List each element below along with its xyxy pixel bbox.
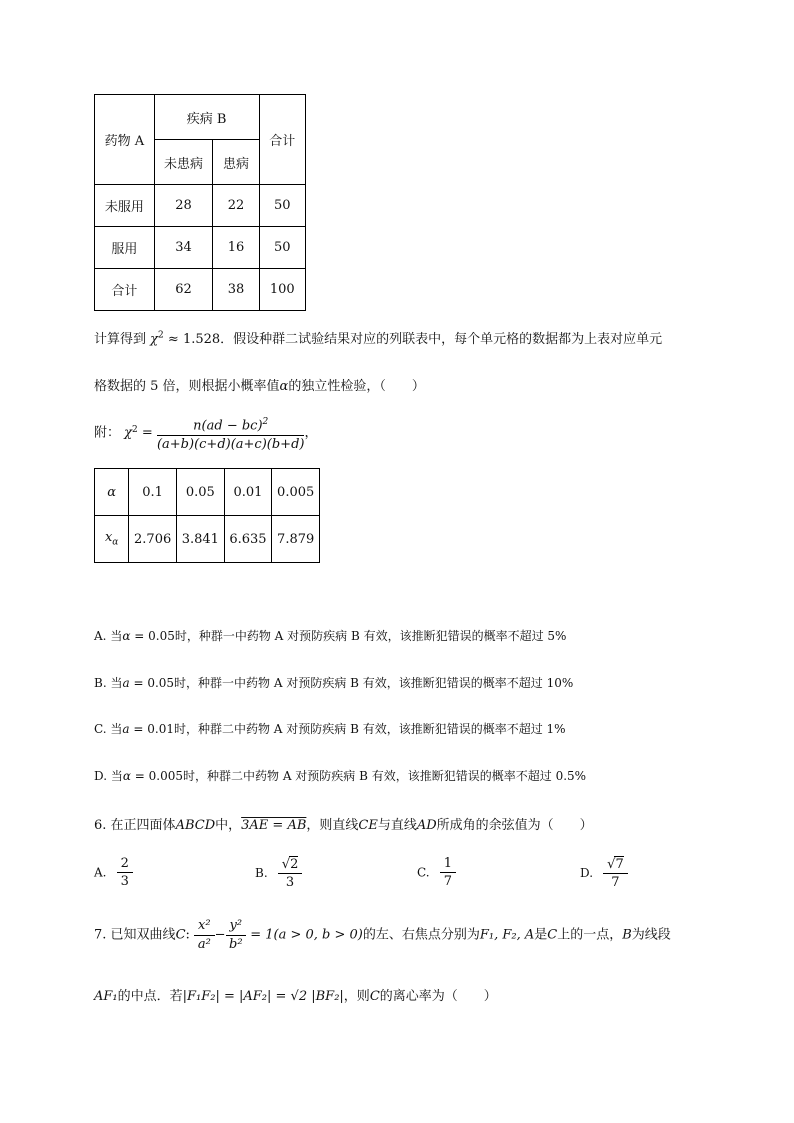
numerator: y² xyxy=(226,918,247,936)
alpha-symbol: α xyxy=(279,379,289,394)
table-row-label: 未服用 xyxy=(95,185,155,227)
text: 中， xyxy=(215,818,242,833)
equals-sign: = xyxy=(141,425,153,441)
text: ，则 xyxy=(343,989,370,1004)
table-cell: 22 xyxy=(213,185,259,227)
table-cell: 50 xyxy=(259,227,305,269)
table-cell: 34 xyxy=(154,227,213,269)
numerator-text: n(ad − bc) xyxy=(193,418,263,434)
text: 计算得到 xyxy=(94,332,147,347)
value: = 0.05 xyxy=(129,676,175,690)
math: ABCD xyxy=(175,818,216,833)
critical-value-table xyxy=(94,468,320,563)
question-number: 6. xyxy=(94,818,107,833)
q6-option-b[interactable] xyxy=(255,856,302,890)
var: a xyxy=(122,676,130,690)
option-text: 时，种群二中药物 A 对预防疾病 B 有效，该推断犯错误的概率不超过 1% xyxy=(173,722,566,736)
text: 格数据的 5 倍，则根据小概率值 xyxy=(94,379,280,394)
text: ，则直线 xyxy=(306,818,359,833)
table-cell: 7.879 xyxy=(272,516,320,563)
text: 所成角的余弦值为（ ） xyxy=(436,818,593,833)
text: 上的一点， xyxy=(557,927,623,943)
option-text: 时，种群二中药物 A 对预防疾病 B 有效，该推断犯错误的概率不超过 0.5% xyxy=(183,769,587,783)
minus-sign: − xyxy=(214,927,226,943)
math: = 1(a > 0, b > 0) xyxy=(250,927,363,943)
q6-option-a[interactable] xyxy=(94,856,133,889)
math: |F₁F₂| = |AF₂| = √2 |BF₂| xyxy=(182,989,344,1004)
sqrt-symbol: √ xyxy=(281,857,291,872)
radicand: 7 xyxy=(615,857,624,872)
q6-option-c[interactable] xyxy=(417,856,456,889)
table-cell: 0.01 xyxy=(224,469,272,516)
radicand: 2 xyxy=(290,857,299,872)
table-cell: 16 xyxy=(213,227,259,269)
table-cell: 0.1 xyxy=(129,469,177,516)
table-cell: 100 xyxy=(259,269,305,311)
table-cell: 62 xyxy=(154,269,213,311)
fraction-x xyxy=(194,918,215,953)
text: 已知双曲线 xyxy=(110,927,176,943)
superscript: 2 xyxy=(132,424,138,435)
option-text: 时，种群一中药物 A 对预防疾病 B 有效，该推断犯错误的概率不超过 5% xyxy=(174,629,567,643)
fraction xyxy=(603,856,628,890)
option-letter: D. xyxy=(94,769,108,783)
table-cell: 0.005 xyxy=(272,469,320,516)
math: C xyxy=(547,927,558,943)
text: 当 xyxy=(110,722,123,736)
math: AF₁ xyxy=(94,989,118,1004)
option-letter: C. xyxy=(94,722,107,736)
denominator: 3 xyxy=(120,874,129,889)
table-header-total: 合计 xyxy=(259,95,305,185)
formula-fraction xyxy=(157,414,305,453)
var: α xyxy=(122,769,131,783)
table-cell: 38 xyxy=(213,269,259,311)
denominator: b² xyxy=(229,937,243,952)
math: AD xyxy=(416,818,437,833)
math: C xyxy=(369,989,380,1004)
x-symbol: x xyxy=(104,530,113,546)
subscript: α xyxy=(112,537,119,548)
fraction xyxy=(117,856,133,889)
option-letter: D. xyxy=(580,866,594,880)
text: 与直线 xyxy=(377,818,417,833)
text: ．假设种群二试验结果对应的列联表中，每个单元格的数据都为上表对应单元 xyxy=(220,332,663,347)
option-c[interactable] xyxy=(94,720,566,737)
punctuation: : xyxy=(185,927,190,943)
text: 的离心率为（ ） xyxy=(379,989,497,1004)
table-header-disease: 疾病 B xyxy=(154,95,259,140)
value: = 0.005 xyxy=(130,769,184,783)
numerator: 1 xyxy=(440,856,456,873)
text: 为线段 xyxy=(631,927,671,943)
table-subheader: 患病 xyxy=(213,140,259,185)
fraction-y xyxy=(226,918,247,953)
option-a[interactable] xyxy=(94,627,566,644)
text: 是 xyxy=(534,927,548,943)
text: 在正四面体 xyxy=(110,818,176,833)
text: 当 xyxy=(110,769,123,783)
formula-numerator xyxy=(157,414,305,436)
math: F₁, F₂, A xyxy=(479,927,535,943)
denominator: a² xyxy=(197,937,211,952)
math: C xyxy=(175,927,186,943)
denominator: 7 xyxy=(443,874,452,889)
denominator: 3 xyxy=(285,875,295,890)
numerator: x² xyxy=(194,918,215,936)
chi-symbol: χ xyxy=(124,425,133,441)
table-row-label xyxy=(95,516,129,563)
value: = 0.01 xyxy=(129,722,174,736)
formula-denominator: (a+b)(c+d)(a+c)(b+d) xyxy=(156,437,305,453)
text: 的中点．若 xyxy=(117,989,183,1004)
denominator: 7 xyxy=(611,875,620,890)
paragraph-line-1 xyxy=(94,328,662,347)
table-subheader: 未患病 xyxy=(154,140,213,185)
table-row-label: 合计 xyxy=(95,269,155,311)
chi-value: ≈ 1.528 xyxy=(167,332,221,347)
punctuation: ， xyxy=(304,425,318,441)
superscript: 2 xyxy=(262,417,269,427)
table-cell: 50 xyxy=(259,185,305,227)
fraction xyxy=(440,856,456,889)
text: 当 xyxy=(110,676,123,690)
table-row-label: 服用 xyxy=(95,227,155,269)
numerator xyxy=(603,856,628,874)
numerator xyxy=(278,856,303,874)
q6-option-d[interactable] xyxy=(580,856,628,890)
table-cell: 2.706 xyxy=(129,516,177,563)
option-letter: C. xyxy=(417,865,430,880)
math: B xyxy=(622,927,632,943)
text: 的独立性检验，（ ） xyxy=(288,379,425,394)
superscript: 2 xyxy=(158,330,164,341)
option-letter: B. xyxy=(255,866,268,880)
table-cell: 28 xyxy=(154,185,213,227)
option-letter: A. xyxy=(94,865,107,880)
table-header-drug: 药物 A xyxy=(95,95,155,185)
question-7-line-1 xyxy=(94,918,671,953)
value: = 0.05 xyxy=(130,629,175,643)
option-letter: A. xyxy=(94,629,107,643)
option-text: 时，种群一中药物 A 对预防疾病 B 有效，该推断犯错误的概率不超过 10% xyxy=(174,676,574,690)
option-b[interactable] xyxy=(94,674,573,691)
formula-label: 附： xyxy=(94,425,121,441)
table-cell: 3.841 xyxy=(176,516,224,563)
math: CE xyxy=(358,818,378,833)
table-cell: 6.635 xyxy=(224,516,272,563)
sqrt-symbol: √ xyxy=(607,857,616,872)
paragraph-line-2 xyxy=(94,375,425,394)
question-number: 7. xyxy=(94,927,107,943)
fraction xyxy=(278,856,303,890)
table-row-label: α xyxy=(95,469,129,516)
question-7-line-2 xyxy=(94,985,497,1004)
chi-square-formula xyxy=(94,414,317,453)
question-6 xyxy=(94,814,593,833)
table-cell: 0.05 xyxy=(176,469,224,516)
var: α xyxy=(122,629,131,643)
text: 的左、右焦点分别为 xyxy=(362,927,480,943)
contingency-table xyxy=(94,94,306,311)
chi-symbol: χ xyxy=(150,332,159,347)
option-letter: B. xyxy=(94,676,107,690)
var: a xyxy=(122,722,130,736)
option-d[interactable] xyxy=(94,767,586,784)
numerator: 2 xyxy=(117,856,133,873)
text: 当 xyxy=(110,629,123,643)
vector-equation: 3AE = AB xyxy=(241,818,307,833)
